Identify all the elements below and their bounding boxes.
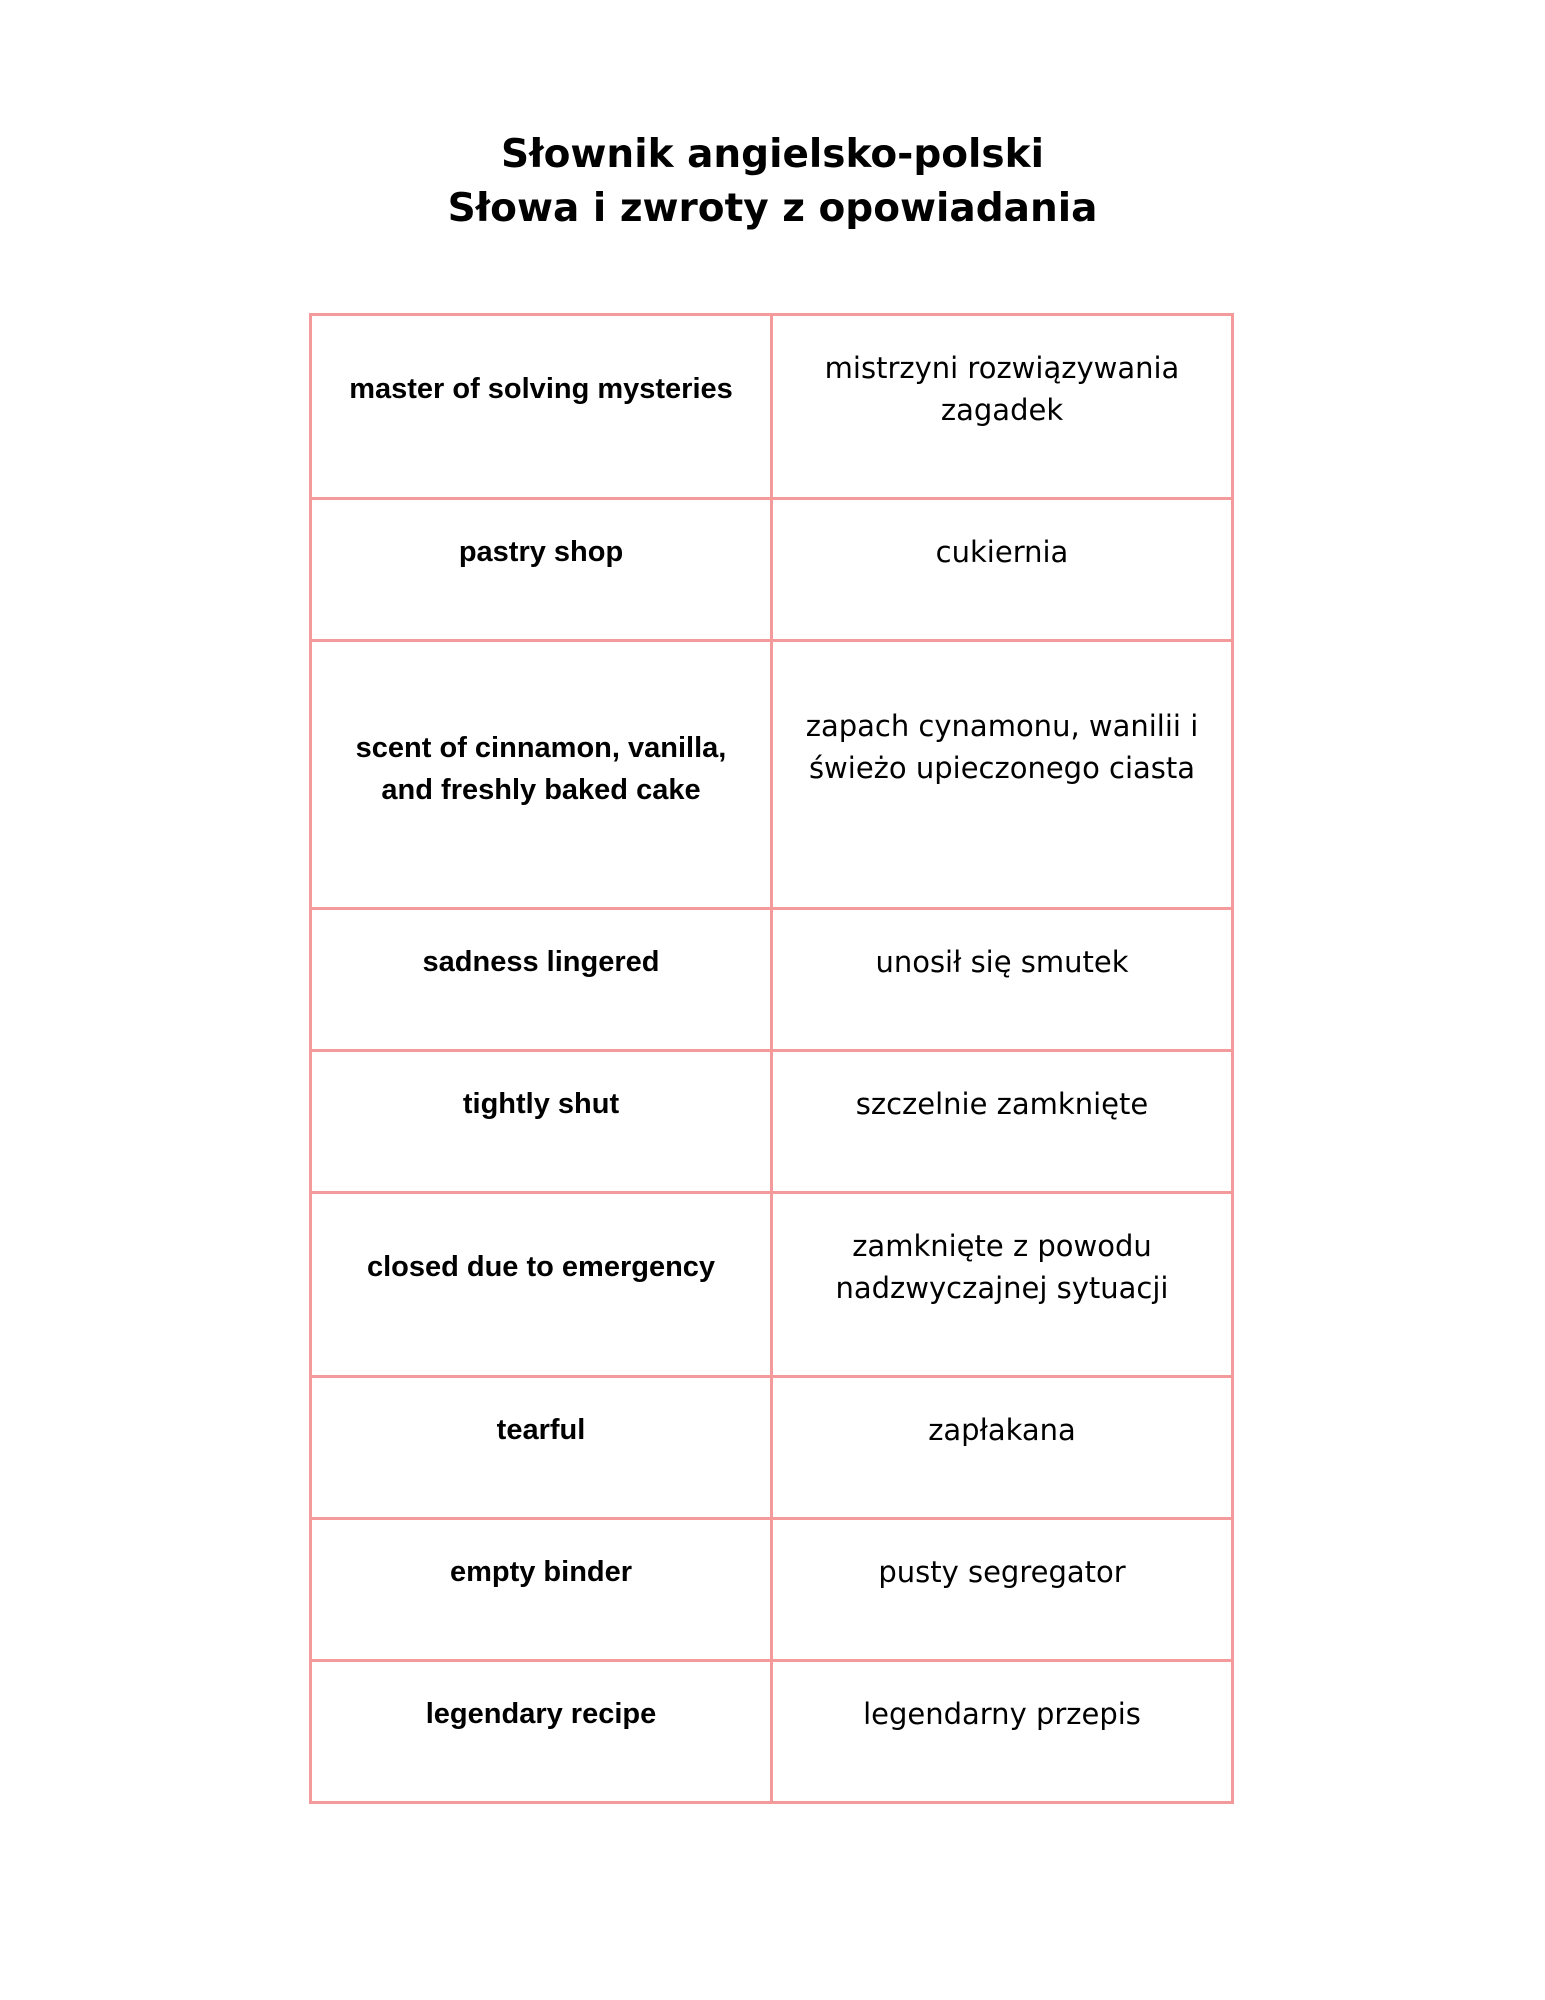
polish-translation-cell (772, 1661, 1233, 1803)
english-phrase-cell (311, 1051, 772, 1193)
polish-translation: zapach cynamonu, wanilii i świeżo upieczonego ciasta (805, 708, 1199, 785)
table-row (311, 909, 1233, 1051)
polish-translation: legendarny przepis (863, 1696, 1141, 1731)
english-phrase: tightly shut (462, 1087, 620, 1120)
english-phrase-cell (311, 909, 772, 1051)
english-phrase: legendary recipe (425, 1697, 657, 1730)
english-phrase: scent of cinnamon, vanilla, and freshly baked cake (355, 731, 727, 806)
polish-translation-cell (772, 1519, 1233, 1661)
polish-translation-cell (772, 1051, 1233, 1193)
table-row (311, 1051, 1233, 1193)
vocabulary-table (309, 313, 1234, 1804)
title-line-2: Słowa i zwroty z opowiadania (447, 186, 1098, 231)
english-phrase: empty binder (449, 1555, 633, 1588)
english-phrase-cell (311, 315, 772, 499)
polish-translation: pusty segregator (878, 1554, 1126, 1589)
table-row (311, 499, 1233, 641)
table-row (311, 1193, 1233, 1377)
polish-translation-cell (772, 499, 1233, 641)
english-phrase: tearful (496, 1413, 586, 1446)
polish-translation: mistrzyni rozwiązywania zagadek (824, 350, 1180, 427)
table-row (311, 1519, 1233, 1661)
english-phrase-cell (311, 1661, 772, 1803)
english-phrase: closed due to emergency (366, 1250, 716, 1283)
english-phrase: master of solving mysteries (349, 372, 733, 405)
polish-translation: szczelnie zamknięte (855, 1086, 1149, 1121)
english-phrase-cell (311, 1519, 772, 1661)
polish-translation: zapłakana (928, 1412, 1076, 1447)
table-row (311, 315, 1233, 499)
polish-translation: cukiernia (935, 534, 1069, 569)
table-row (311, 1377, 1233, 1519)
table-row (311, 1661, 1233, 1803)
title-line-1: Słownik angielsko-polski (501, 132, 1044, 177)
polish-translation-cell (772, 1193, 1233, 1377)
english-phrase: pastry shop (458, 535, 624, 568)
english-phrase-cell (311, 1377, 772, 1519)
english-phrase-cell (311, 499, 772, 641)
polish-translation-cell (772, 641, 1233, 909)
polish-translation: unosił się smutek (875, 944, 1129, 979)
english-phrase-cell (311, 1193, 772, 1377)
english-phrase-cell (311, 641, 772, 909)
page-title (0, 128, 1545, 236)
polish-translation-cell (772, 909, 1233, 1051)
polish-translation-cell (772, 1377, 1233, 1519)
polish-translation-cell (772, 315, 1233, 499)
polish-translation: zamknięte z powodu nadzwyczajnej sytuacji (835, 1228, 1169, 1305)
table-row (311, 641, 1233, 909)
english-phrase: sadness lingered (422, 945, 660, 978)
